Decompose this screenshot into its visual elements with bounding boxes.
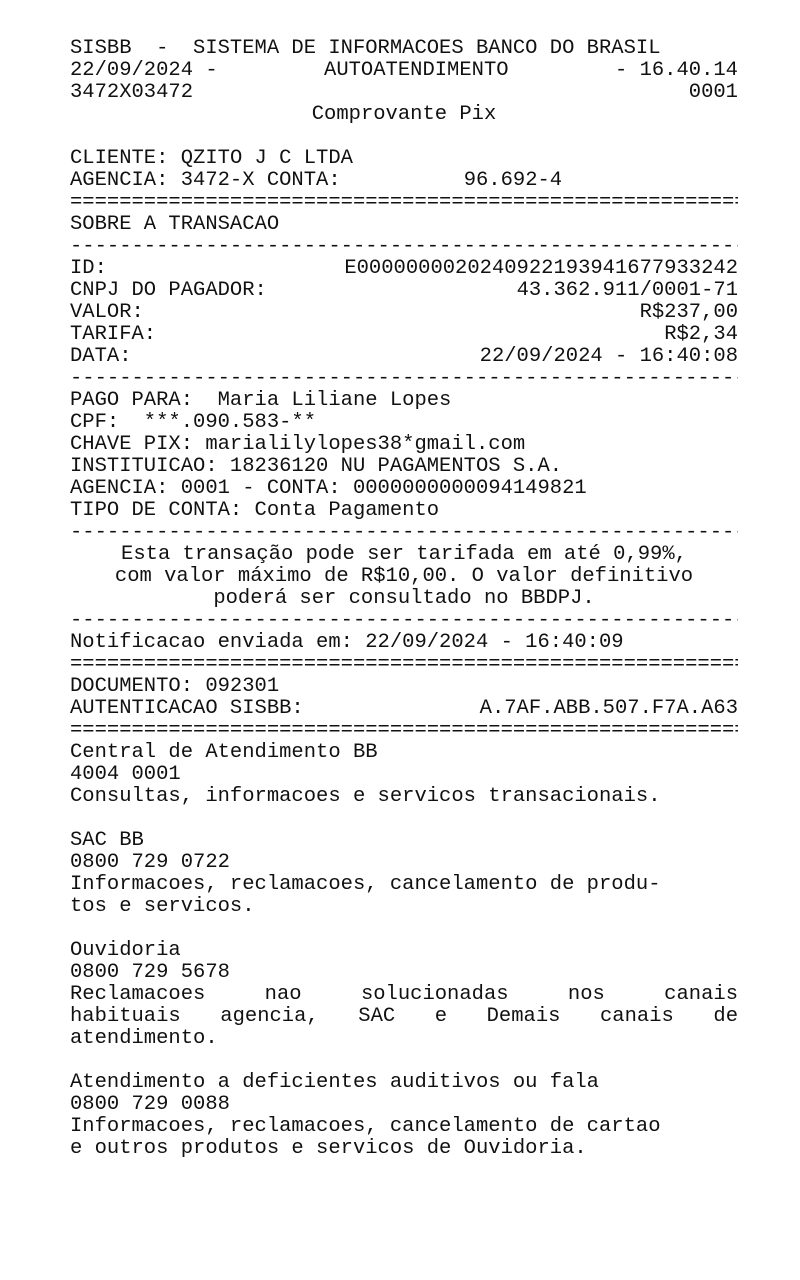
central-description: Consultas, informacoes e servicos transacionais. xyxy=(70,786,661,808)
account-type: TIPO DE CONTA: Conta Pagamento xyxy=(70,500,440,522)
transaction-section-title: SOBRE A TRANSACAO xyxy=(70,214,280,236)
single-divider xyxy=(70,368,738,390)
document-number: DOCUMENTO: 092301 xyxy=(70,676,280,698)
payee-agency-account: AGENCIA: 0001 - CONTA: 0000000000094149821 xyxy=(70,478,587,500)
single-divider xyxy=(70,610,738,632)
sac-description-2: tos e servicos. xyxy=(70,896,255,918)
authentication-row xyxy=(70,698,738,720)
header-terminal-row xyxy=(70,82,738,104)
client-row xyxy=(70,148,738,170)
authentication-code: A.7AF.ABB.507.F7A.A63 xyxy=(479,697,738,720)
spacer xyxy=(70,126,738,148)
spacer xyxy=(70,918,738,940)
amount-value: R$237,00 xyxy=(639,301,738,324)
spacer xyxy=(70,1050,738,1072)
sac-description-1: Informacoes, reclamacoes, cancelamento de produ- xyxy=(70,874,661,896)
ouvidoria-title: Ouvidoria xyxy=(70,940,181,962)
payee-name: PAGO PARA: Maria Liliane Lopes xyxy=(70,390,452,412)
system-header: SISBB - SISTEMA DE INFORMACOES BANCO DO BRASIL xyxy=(70,38,661,60)
fee-notice-line-1: Esta transação pode ser tarifada em até 0,99%, xyxy=(121,543,687,566)
transaction-id-row xyxy=(70,258,738,280)
accessibility-phone: 0800 729 0088 xyxy=(70,1094,230,1116)
single-divider xyxy=(70,236,738,258)
fee-row xyxy=(70,324,738,346)
central-title: Central de Atendimento BB xyxy=(70,742,378,764)
single-divider xyxy=(70,522,738,544)
header-date: 22/09/2024 - xyxy=(70,59,218,82)
date-row xyxy=(70,346,738,368)
pix-key: CHAVE PIX: marialilylopes38*gmail.com xyxy=(70,434,526,456)
payer-cnpj-row xyxy=(70,280,738,302)
header-date-row xyxy=(70,60,738,82)
client-label: CLIENTE: xyxy=(70,148,169,170)
ouvidoria-description-3: atendimento. xyxy=(70,1028,218,1050)
amount-label: VALOR: xyxy=(70,301,144,324)
header-channel: AUTOATENDIMENTO xyxy=(324,59,509,82)
spacer xyxy=(70,808,738,830)
cnpj-label: CNPJ DO PAGADOR: xyxy=(70,279,267,302)
sac-phone: 0800 729 0722 xyxy=(70,852,230,874)
accessibility-description-2: e outros produtos e servicos de Ouvidoria. xyxy=(70,1138,587,1160)
accessibility-description-1: Informacoes, reclamacoes, cancelamento de cartao xyxy=(70,1116,661,1138)
payer-cnpj: 43.362.911/0001-71 xyxy=(516,279,738,302)
fee-label: TARIFA: xyxy=(70,323,157,346)
transaction-datetime: 22/09/2024 - 16:40:08 xyxy=(479,345,738,368)
agency-account-label: AGENCIA: 3472-X CONTA: xyxy=(70,170,341,192)
client-name: QZITO J C LTDA xyxy=(180,148,353,170)
double-divider xyxy=(70,654,738,676)
central-phone: 4004 0001 xyxy=(70,764,181,786)
account-row xyxy=(70,170,738,192)
transaction-id: E0000000020240922193941677933242 xyxy=(344,257,738,280)
double-divider xyxy=(70,720,738,742)
notification-sent: Notificacao enviada em: 22/09/2024 - 16:40:09 xyxy=(70,632,624,654)
payee-cpf: CPF: ***.090.583-** xyxy=(70,412,317,434)
fee-value: R$2,34 xyxy=(664,323,738,346)
double-divider xyxy=(70,192,738,214)
header-time: - 16.40.14 xyxy=(614,59,738,82)
sac-title: SAC BB xyxy=(70,830,144,852)
ouvidoria-phone: 0800 729 5678 xyxy=(70,962,230,984)
date-label: DATA: xyxy=(70,345,132,368)
ouvidoria-description-2: habituais agencia, SAC e Demais canais de xyxy=(70,1005,738,1028)
amount-row xyxy=(70,302,738,324)
fee-notice-line-3: poderá ser consultado no BBDPJ. xyxy=(213,587,595,610)
authentication-label: AUTENTICACAO SISBB: xyxy=(70,697,304,720)
sequence-number: 0001 xyxy=(688,81,738,104)
id-label: ID: xyxy=(70,257,107,280)
ouvidoria-description-1: Reclamacoes nao solucionadas nos canais xyxy=(70,983,738,1006)
accessibility-title: Atendimento a deficientes auditivos ou fala xyxy=(70,1072,599,1094)
fee-notice-line-2: com valor máximo de R$10,00. O valor definitivo xyxy=(114,565,694,588)
account-number: 96.692-4 xyxy=(463,170,563,192)
receipt-title: Comprovante Pix xyxy=(311,103,497,126)
terminal-id: 3472X03472 xyxy=(70,81,194,104)
payee-institution: INSTITUICAO: 18236120 NU PAGAMENTOS S.A. xyxy=(70,456,563,478)
